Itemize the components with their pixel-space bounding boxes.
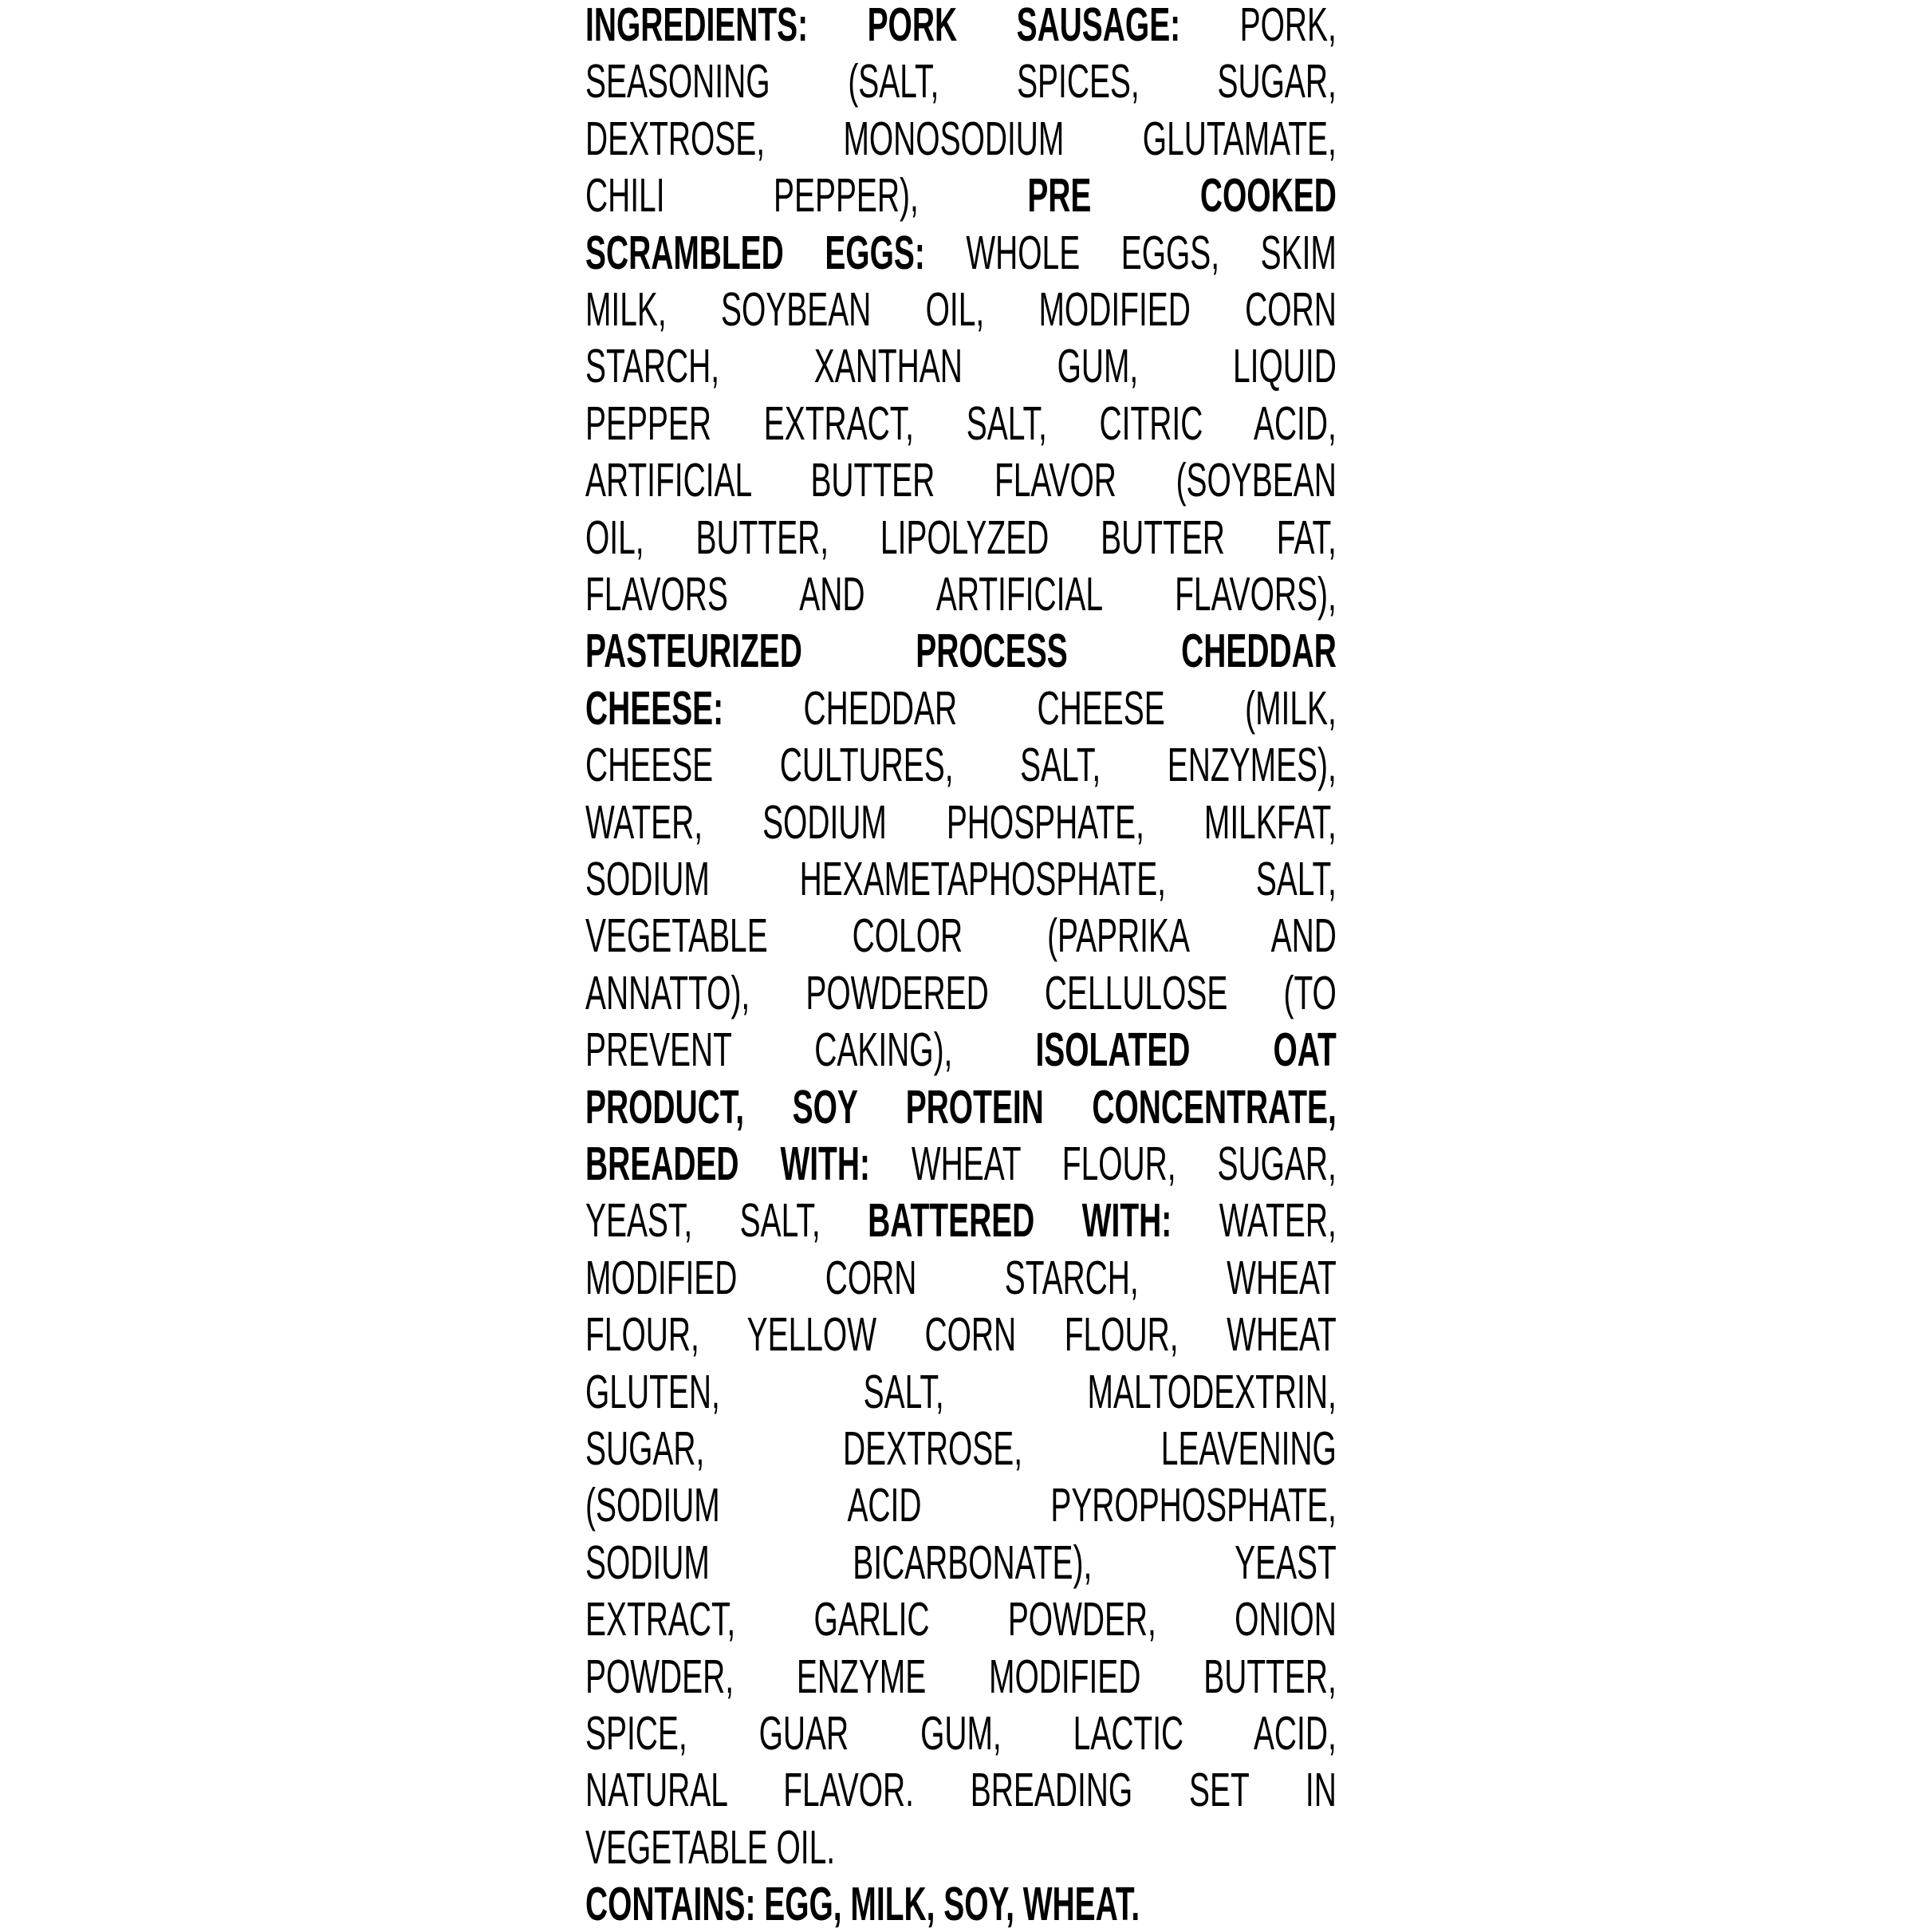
ingredient-line-text — [585, 1250, 1337, 1306]
ingredient-line — [585, 623, 1337, 679]
ingredient-line-text — [585, 1649, 1337, 1705]
ingredient-line-text — [585, 452, 1337, 508]
regular-segment: OIL, BUTTER, LIPOLYZED BUTTER FAT, — [585, 511, 1337, 564]
ingredient-line — [585, 794, 1337, 850]
ingredient-line-text — [585, 168, 1337, 223]
ingredient-line-text — [585, 53, 1337, 109]
regular-segment: PEPPER EXTRACT, SALT, CITRIC ACID, — [585, 396, 1337, 450]
ingredient-line — [585, 680, 1337, 736]
ingredient-line-text — [585, 1591, 1337, 1647]
regular-segment: YEAST, SALT, — [585, 1194, 868, 1248]
regular-segment: (SODIUM ACID PYROPHOSPHATE, — [585, 1479, 1337, 1532]
ingredient-line-text — [585, 338, 1337, 394]
ingredient-line-text — [585, 1876, 1140, 1932]
regular-segment: MILK, SOYBEAN OIL, MODIFIED CORN — [585, 283, 1337, 336]
regular-segment: EXTRACT, GARLIC POWDER, ONION — [585, 1593, 1337, 1646]
bold-segment: PASTEURIZED PROCESS CHEDDAR — [585, 625, 1337, 678]
regular-segment: SPICE, GUAR GUM, LACTIC ACID, — [585, 1707, 1337, 1760]
ingredient-line — [585, 1820, 1337, 1875]
ingredient-line-text — [585, 225, 1337, 281]
ingredient-line — [585, 1250, 1337, 1306]
regular-segment: SUGAR, DEXTROSE, LEAVENING — [585, 1422, 1337, 1475]
regular-segment: SODIUM BICARBONATE), YEAST — [585, 1536, 1337, 1589]
ingredient-line — [585, 225, 1337, 281]
ingredient-line — [585, 1649, 1337, 1705]
ingredient-line — [585, 53, 1337, 109]
ingredient-line-text — [585, 1421, 1337, 1477]
ingredient-line — [585, 1307, 1337, 1362]
ingredient-line-text — [585, 623, 1337, 679]
regular-segment: SEASONING (SALT, SPICES, SUGAR, — [585, 55, 1337, 108]
ingredient-line — [585, 1136, 1337, 1192]
ingredient-line-text — [585, 794, 1337, 850]
ingredient-line-text — [585, 1820, 835, 1875]
ingredient-line-text — [585, 0, 1337, 53]
ingredient-line — [585, 1591, 1337, 1647]
regular-segment: FLOUR, YELLOW CORN FLOUR, WHEAT — [585, 1308, 1337, 1362]
ingredient-line — [585, 510, 1337, 566]
bold-segment: BATTERED WITH: — [868, 1194, 1172, 1248]
regular-segment: VEGETABLE OIL. — [585, 1820, 836, 1874]
bold-segment: SCRAMBLED EGGS: — [585, 226, 925, 279]
bold-segment: BREADED WITH: — [585, 1138, 870, 1190]
ingredient-line-text — [585, 680, 1337, 736]
regular-segment: PREVENT CAKING), — [585, 1023, 1036, 1077]
ingredient-line — [585, 1079, 1337, 1135]
ingredient-line-text — [585, 1762, 1337, 1818]
ingredient-line — [585, 452, 1337, 508]
ingredient-line-text — [585, 965, 1337, 1021]
ingredient-line — [585, 965, 1337, 1021]
regular-segment: POWDER, ENZYME MODIFIED BUTTER, — [585, 1650, 1337, 1703]
ingredient-line-text — [585, 396, 1337, 451]
ingredient-line-text — [585, 111, 1337, 167]
ingredient-line-text — [585, 566, 1337, 622]
regular-segment: ANNATTO), POWDERED CELLULOSE (TO — [585, 966, 1337, 1019]
regular-segment: FLAVORS AND ARTIFICIAL FLAVORS), — [585, 568, 1337, 621]
ingredient-line — [585, 1421, 1337, 1477]
ingredient-line — [585, 168, 1337, 223]
regular-segment: SODIUM HEXAMETAPHOSPHATE, SALT, — [585, 853, 1337, 905]
ingredient-line-text — [585, 1705, 1337, 1761]
ingredient-line — [585, 1364, 1337, 1420]
bold-segment: CHEESE: — [585, 681, 724, 735]
ingredient-line — [585, 1762, 1337, 1818]
ingredient-line-text — [585, 1193, 1337, 1248]
ingredient-line-text — [585, 1079, 1337, 1135]
ingredient-line — [585, 908, 1337, 964]
regular-segment: DEXTROSE, MONOSODIUM GLUTAMATE, — [585, 112, 1337, 165]
ingredient-line — [585, 1535, 1337, 1591]
regular-segment: NATURAL FLAVOR. BREADING SET IN — [585, 1764, 1337, 1817]
ingredient-line — [585, 566, 1337, 622]
ingredient-line — [585, 282, 1337, 337]
ingredient-line-text — [585, 851, 1337, 907]
regular-segment: GLUTEN, SALT, MALTODEXTRIN, — [585, 1365, 1337, 1418]
ingredient-line — [585, 0, 1337, 53]
ingredient-line — [585, 1477, 1337, 1533]
ingredient-line — [585, 1705, 1337, 1761]
ingredient-line-text — [585, 1535, 1337, 1591]
ingredient-line — [585, 737, 1337, 793]
regular-segment: WHOLE EGGS, SKIM — [924, 226, 1337, 279]
regular-segment: WHEAT FLOUR, SUGAR, — [869, 1138, 1337, 1190]
bold-segment: ISOLATED OAT — [1035, 1023, 1337, 1077]
regular-segment: CHEESE CULTURES, SALT, ENZYMES), — [585, 739, 1337, 792]
bold-segment: PRODUCT, SOY PROTEIN CONCENTRATE, — [585, 1080, 1337, 1134]
ingredient-line-text — [585, 282, 1337, 337]
ingredient-line-text — [585, 737, 1337, 793]
ingredient-line — [585, 1193, 1337, 1248]
ingredient-line-text — [585, 1136, 1337, 1192]
regular-segment: MODIFIED CORN STARCH, WHEAT — [585, 1251, 1337, 1304]
ingredient-line-text — [585, 908, 1337, 964]
ingredient-line-text — [585, 1477, 1337, 1533]
ingredients-label — [585, 0, 1337, 1931]
ingredient-line — [585, 1022, 1337, 1078]
regular-segment: WATER, SODIUM PHOSPHATE, MILKFAT, — [585, 795, 1337, 849]
ingredient-line-text — [585, 1364, 1337, 1420]
ingredient-line — [585, 338, 1337, 394]
ingredient-line-text — [585, 1022, 1337, 1078]
regular-segment: VEGETABLE COLOR (PAPRIKA AND — [585, 909, 1337, 963]
ingredient-line — [585, 1876, 1337, 1932]
ingredient-line — [585, 396, 1337, 451]
bold-segment: INGREDIENTS: PORK SAUSAGE: — [585, 0, 1181, 51]
regular-segment: ARTIFICIAL BUTTER FLAVOR (SOYBEAN — [585, 454, 1337, 507]
ingredient-line-text — [585, 510, 1337, 566]
ingredient-line — [585, 111, 1337, 167]
bold-segment: PRE COOKED — [1027, 169, 1337, 223]
bold-segment: CONTAINS: EGG, MILK, SOY, WHEAT. — [585, 1878, 1140, 1931]
regular-segment: CHILI PEPPER), — [585, 169, 1028, 223]
ingredient-line — [585, 851, 1337, 907]
regular-segment: STARCH, XANTHAN GUM, LIQUID — [585, 340, 1337, 393]
regular-segment: CHEDDAR CHEESE (MILK, — [723, 681, 1337, 735]
regular-segment: PORK, — [1180, 0, 1337, 51]
ingredient-line-text — [585, 1307, 1337, 1362]
regular-segment: WATER, — [1172, 1194, 1337, 1248]
